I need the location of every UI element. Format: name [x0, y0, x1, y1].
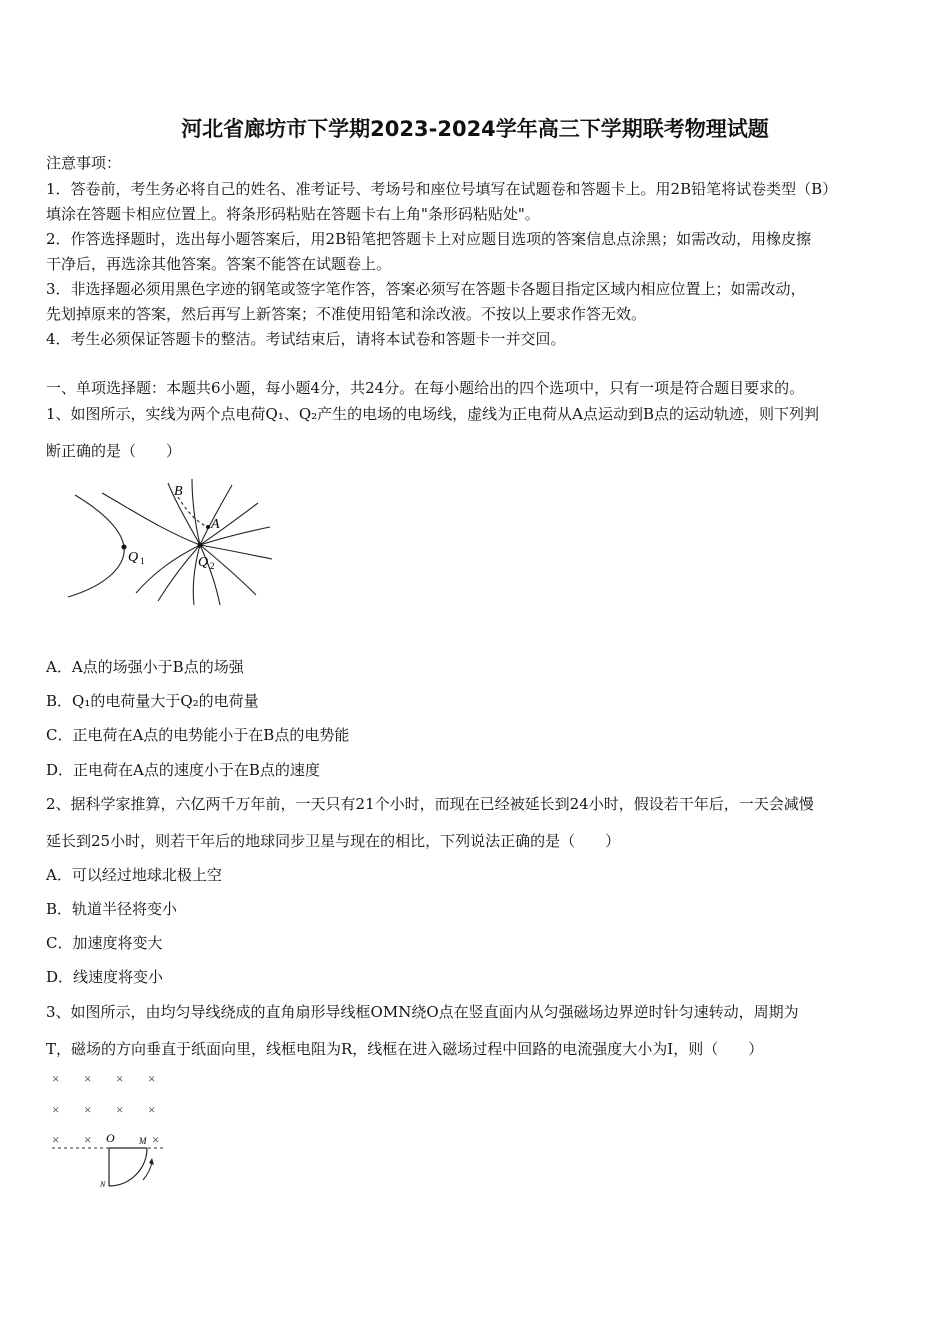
notice-line: 4．考生必须保证答题卡的整洁。考试结束后，请将本试卷和答题卡一并交回。	[46, 330, 566, 348]
label-q1: Q	[128, 550, 139, 565]
page-title: 河北省廊坊市下学期2023-2024学年高三下学期联考物理试题	[181, 117, 769, 141]
label-q1-sub: 1	[140, 556, 145, 566]
field-cross: ×	[84, 1102, 92, 1117]
question-2-option-d: D．线速度将变小	[46, 968, 164, 986]
field-line	[200, 545, 272, 559]
question-2-option-b: B．轨道半径将变小	[46, 900, 178, 918]
question-1-option-c: C．正电荷在A点的电势能小于在B点的电势能	[46, 726, 350, 744]
field-line	[200, 545, 256, 595]
notice-heading: 注意事项：	[46, 154, 122, 172]
label-o: O	[106, 1131, 115, 1145]
question-2-stem: 延长到25小时，则若干年后的地球同步卫星与现在的相比，下列说法正确的是（ ）	[46, 832, 621, 850]
field-line	[200, 503, 258, 545]
notice-line: 填涂在答题卡相应位置上。将条形码粘贴在答题卡右上角"条形码粘贴处"。	[46, 205, 540, 223]
charge-q1-dot	[122, 545, 127, 550]
label-n: N	[100, 1180, 106, 1189]
question-2-stem: 2、据科学家推算，六亿两千万年前，一天只有21个小时，而现在已经被延长到24小时，假设若干年后，一天会减慢	[46, 795, 814, 813]
label-q2-sub: 2	[210, 561, 215, 571]
question-3-stem: T，磁场的方向垂直于纸面向里，线框电阻为R，线框在进入磁场过程中回路的电流强度大小为I，则（ ）	[46, 1040, 764, 1058]
field-cross: ×	[84, 1071, 92, 1086]
field-line	[200, 485, 232, 545]
rotation-arrow	[143, 1162, 152, 1180]
question-2-option-c: C．加速度将变大	[46, 934, 163, 952]
field-cross: ×	[52, 1071, 60, 1086]
field-cross: ×	[84, 1132, 92, 1147]
question-2-option-a: A．可以经过地球北极上空	[46, 866, 222, 884]
point-a-dot	[206, 525, 210, 529]
field-cross: ×	[116, 1102, 124, 1117]
label-q2: Q	[198, 555, 209, 570]
magnetic-field-figure	[44, 1066, 174, 1191]
label-b: B	[174, 484, 183, 499]
notice-line: 先划掉原来的答案，然后再写上新答案；不准使用铅笔和涂改液。不按以上要求作答无效。	[46, 305, 647, 323]
field-cross: ×	[148, 1071, 156, 1086]
question-1-stem: 1、如图所示，实线为两个点电荷Q₁、Q₂产生的电场的电场线，虚线为正电荷从A点运动到B点的运动轨迹，则下列判	[46, 405, 820, 423]
question-1-option-d: D．正电荷在A点的速度小于在B点的速度	[46, 761, 320, 779]
electric-field-figure	[60, 475, 290, 615]
question-1-option-b: B．Q₁的电荷量大于Q₂的电荷量	[46, 692, 259, 710]
notice-line: 3．非选择题必须用黑色字迹的钢笔或签字笔作答，答案必须写在答题卡各题目指定区域内相应位置上；如需改动，	[46, 280, 806, 298]
field-cross: ×	[116, 1071, 124, 1086]
rotation-arrowhead	[149, 1158, 154, 1165]
notice-line: 1．答卷前，考生务必将自己的姓名、准考证号、考场号和座位号填写在试题卷和答题卡上。用2B铅笔将试卷类型（B）	[46, 180, 838, 198]
field-cross: ×	[52, 1102, 60, 1117]
notice-line: 干净后，再选涂其他答案。答案不能答在试题卷上。	[46, 255, 392, 273]
field-cross: ×	[148, 1102, 156, 1117]
label-a: A	[211, 517, 220, 532]
question-1-stem: 断正确的是（ ）	[46, 442, 182, 460]
notice-line: 2．作答选择题时，选出每小题答案后，用2B铅笔把答题卡上对应题目选项的答案信息点涂黑；如需改动，用橡皮擦	[46, 230, 812, 248]
section-heading: 一、单项选择题：本题共6小题，每小题4分，共24分。在每小题给出的四个选项中，只有一项是符合题目要求的。	[46, 379, 805, 397]
question-3-stem: 3、如图所示，由均匀导线绕成的直角扇形导线框OMN绕O点在竖直面内从匀强磁场边界逆时针匀速转动，周期为	[46, 1003, 799, 1021]
field-line	[192, 479, 200, 545]
frame-arc	[109, 1148, 147, 1186]
field-cross: ×	[52, 1132, 60, 1147]
label-m: M	[139, 1136, 147, 1146]
charge-q2-dot	[198, 543, 203, 548]
field-line	[68, 495, 124, 597]
field-cross: ×	[152, 1132, 160, 1147]
field-line	[168, 483, 200, 545]
field-line	[193, 545, 200, 605]
question-1-option-a: A．A点的场强小于B点的场强	[46, 658, 244, 676]
